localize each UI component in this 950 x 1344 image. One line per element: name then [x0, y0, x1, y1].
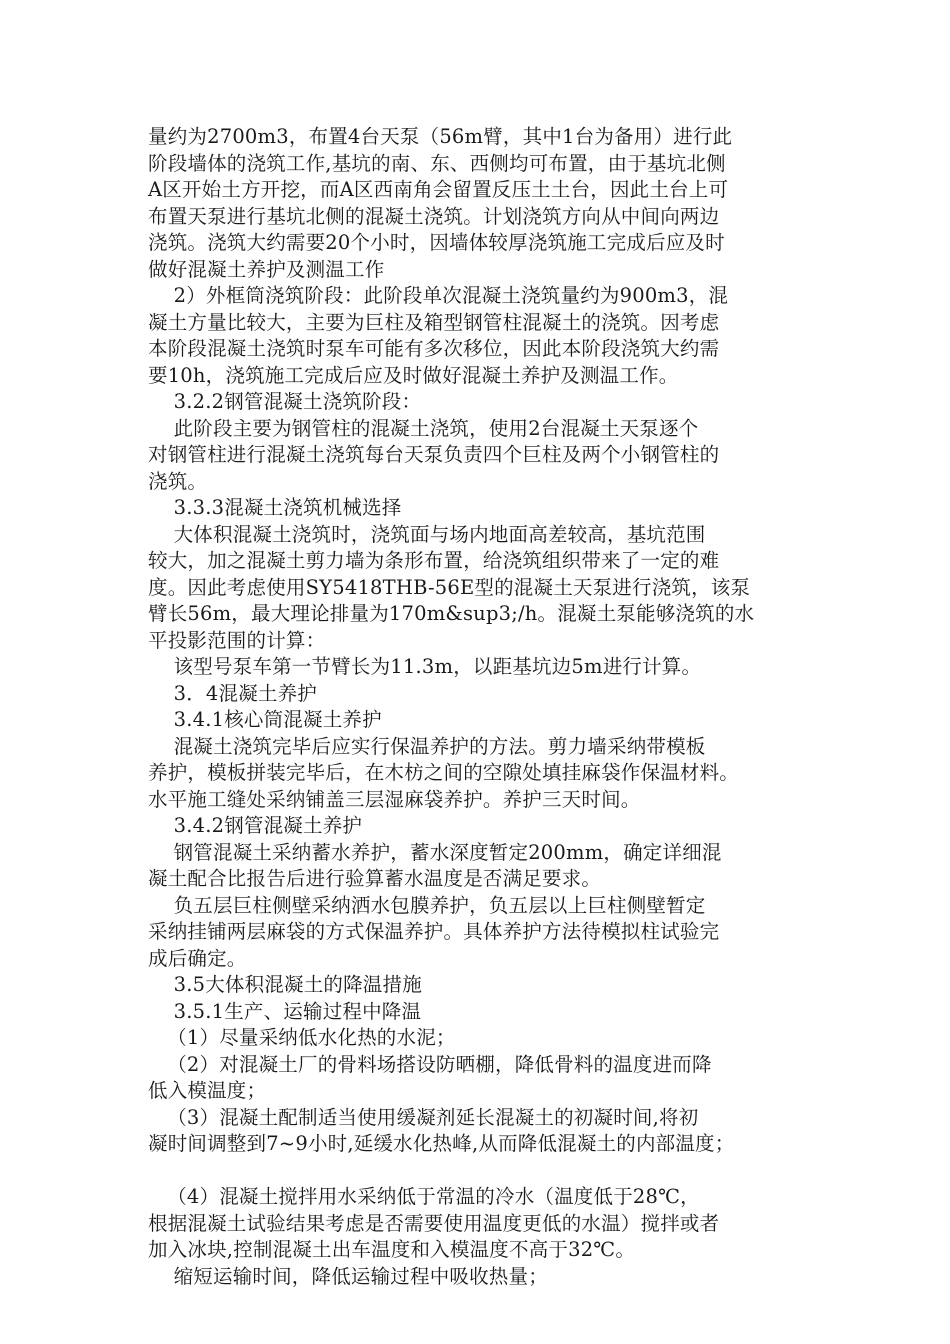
- text-line: 阶段墙体的浇筑工作,基坑的南、东、西侧均可布置，由于基坑北侧: [148, 151, 726, 175]
- blank-line: [148, 1158, 808, 1185]
- text-line: 钢管混凝土采纳蓄水养护，蓄水深度暂定200mm，确定详细混: [148, 840, 722, 864]
- text-line: 该型号泵车第一节臂长为11.3m，以距基坑边5m进行计算。: [148, 655, 702, 678]
- text-line: 混凝土浇筑完毕后应实行保温养护的方法。剪力墙采纳带模板: [148, 734, 706, 758]
- text-line: 浇筑。: [148, 469, 208, 493]
- text-line: 采纳挂铺两层麻袋的方式保温养护。具体养护方法待模拟柱试验完: [148, 920, 720, 943]
- text-line: 平投影范围的计算：: [148, 628, 326, 652]
- text-line: 缩短运输时间，降低运输过程中吸收热量；: [148, 1264, 548, 1288]
- text-line: 3.3.3混凝土浇筑机械选择: [148, 496, 402, 519]
- text-line: 负五层巨柱侧壁采纳洒水包膜养护，负五层以上巨柱侧壁暂定: [148, 893, 706, 917]
- text-line: （4）混凝土搅拌用水采纳低于常温的冷水（温度低于28℃，: [148, 1185, 700, 1208]
- text-line: 3.5.1生产、运输过程中降温: [148, 999, 422, 1023]
- text-line: 3.4.1核心筒混凝土养护: [148, 708, 382, 731]
- text-line: （2）对混凝土厂的骨料场搭设防晒棚，降低骨料的温度进而降: [148, 1052, 712, 1076]
- text-line: 较大，加之混凝土剪力墙为条形布置，给浇筑组织带来了一定的难: [148, 549, 720, 572]
- text-line: 量约为2700m3，布置4台天泵（56m臂，其中1台为备用）进行此: [148, 125, 733, 148]
- text-line: 要10h，浇筑施工完成后应及时做好混凝土养护及测温工作。: [148, 363, 679, 387]
- text-line: 臂长56m，最大理论排量为170m&sup3;/h。混凝土泵能够浇筑的水: [148, 602, 755, 625]
- text-line: 浇筑。浇筑大约需要20个小时，因墙体较厚浇筑施工完成后应及时: [148, 231, 725, 254]
- text-line: 本阶段混凝土浇筑时泵车可能有多次移位，因此本阶段浇筑大约需: [148, 337, 720, 360]
- text-line: 水平施工缝处采纳铺盖三层湿麻袋养护。养护三天时间。: [148, 787, 641, 811]
- text-line: 低入模温度；: [148, 1079, 267, 1102]
- text-line: 加入冰块,控制混凝土出车温度和入模温度不高于32℃。: [148, 1238, 636, 1261]
- text-line: 3.2.2钢管混凝土浇筑阶段：: [148, 390, 422, 413]
- text-line: 做好混凝土养护及测温工作: [148, 257, 385, 281]
- text-line: 养护，模板拼装完毕后，在木枋之间的空隙处填挂麻袋作保温材料。: [148, 761, 740, 784]
- text-line: A区开始土方开挖，而A区西南角会留置反压土土台，因此土台上可: [148, 178, 729, 201]
- text-line: 3．4混凝土养护: [148, 681, 318, 705]
- text-line: 凝土配合比报告后进行验算蓄水温度是否满足要求。: [148, 867, 602, 890]
- text-line: （1）尽量采纳低水化热的水泥；: [148, 1026, 456, 1049]
- text-line: （3）混凝土配制适当使用缓凝剂延长混凝土的初凝时间,将初: [148, 1105, 699, 1129]
- text-line: 3.5大体积混凝土的降温措施: [148, 973, 422, 996]
- text-line: 此阶段主要为钢管柱的混凝土浇筑，使用2台混凝土天泵逐个: [148, 416, 699, 440]
- text-line: 凝时间调整到7~9小时,延缓水化热峰,从而降低混凝土的内部温度；: [148, 1132, 735, 1155]
- text-line: 布置天泵进行基坑北侧的混凝土浇筑。计划浇筑方向从中间向两边: [148, 204, 720, 228]
- text-line: 度。因此考虑使用SY5418THB-56E型的混凝土天泵进行浇筑，该泵: [148, 575, 751, 599]
- text-line: 根据混凝土试验结果考虑是否需要使用温度更低的水温）搅拌或者: [148, 1211, 720, 1235]
- document-body: [148, 124, 808, 1290]
- text-line: 凝土方量比较大，主要为巨柱及箱型钢管柱混凝土的浇筑。因考虑: [148, 310, 720, 334]
- text-line: 成后确定。: [148, 946, 247, 970]
- text-line: 大体积混凝土浇筑时，浇筑面与场内地面高差较高，基坑范围: [148, 522, 706, 546]
- text-line: 对钢管柱进行混凝土浇筑每台天泵负责四个巨柱及两个小钢管柱的: [148, 443, 720, 466]
- text-line: 3.4.2钢管混凝土养护: [148, 814, 363, 837]
- text-line: 2）外框筒浇筑阶段：此阶段单次混凝土浇筑量约为900m3，混: [148, 284, 729, 307]
